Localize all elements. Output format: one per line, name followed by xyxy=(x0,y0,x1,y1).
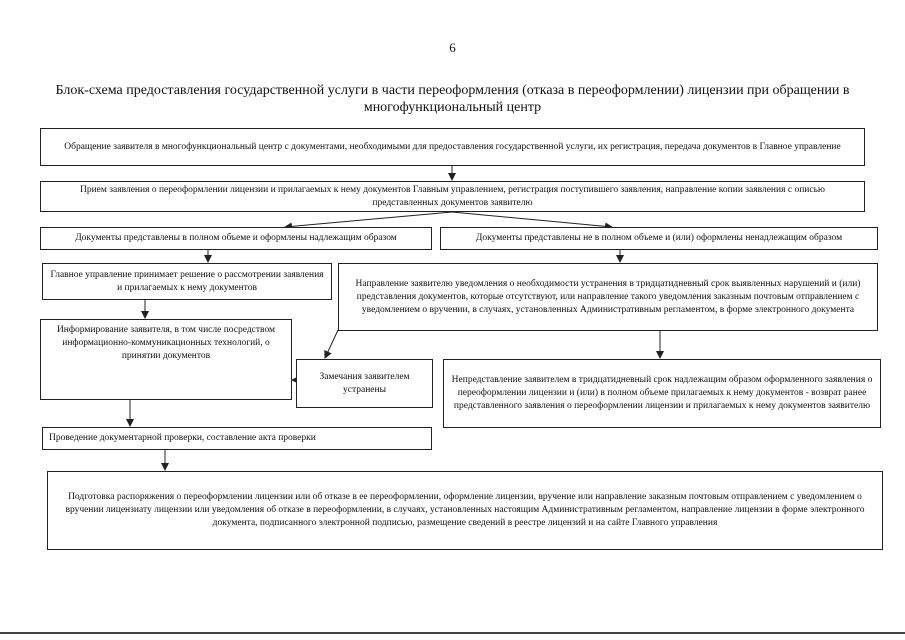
box-decision-review: Главное управление принимает решение о рассмотрении заявления и прилагаемых к нему документов xyxy=(42,263,332,300)
box-documents-incomplete: Документы представлены не в полном объеме и (или) оформлены ненадлежащим образом xyxy=(440,227,878,250)
box-order-preparation: Подготовка распоряжения о переоформлении лицензии или об отказе в ее переоформлении, оформление лицензии, вручение или направление заказным почтовым отправлением с уведомлением о вручении лицензиату лицензии или уведомления об отказе в переоформлении, в случаях, установленных настоящим Административным регламентом, направление лицензии в форме электронного документа, подписанного электронной подписью, размещение сведений в реестре лицензий и на сайте Главного управления xyxy=(47,471,883,550)
arrow-b6-b8 xyxy=(325,330,338,358)
box-notification-violations: Направление заявителю уведомления о необходимости устранения в тридцатидневный срок выявленных нарушений и (или) представления документов, которые отсутствуют, или направление такого уведомления заказным почтовым отправлением с уведомлением о вручении, в случаях, установленных Административным регламентом, в форме электронного документа xyxy=(338,263,878,331)
box-return-documents: Непредставление заявителем в тридцатидневный срок надлежащим образом оформленного заявления о переоформлении лицензии и (или) в полном объеме прилагаемых к нему документов - возврат ранее представленного заявления о переоформлении лицензии и прилагаемых к нему документов заявителю xyxy=(443,359,881,428)
box-reception-registration: Прием заявления о переоформлении лицензии и прилагаемых к нему документов Главным управлением, регистрация поступившего заявления, направление копии заявления с описью представленных документов заявителю xyxy=(40,181,865,212)
arrow-b2-b3 xyxy=(285,212,452,227)
page-title: Блок-схема предоставления государственной услуги в части переоформления (отказа в переоформлении) лицензии при обращении в многофункциональный центр xyxy=(55,83,850,115)
box-remarks-fixed: Замечания заявителем устранены xyxy=(296,359,433,408)
page-number: 6 xyxy=(449,40,456,55)
box-documents-complete: Документы представлены в полном объеме и оформлены надлежащим образом xyxy=(40,227,432,250)
box-informing-applicant: Информирование заявителя, в том числе посредством информационно-коммуникационных технологий, о принятии документов xyxy=(40,319,292,400)
arrow-b2-b4 xyxy=(452,212,612,227)
box-application-mfc: Обращение заявителя в многофункциональный центр с документами, необходимыми для предоставления государственной услуги, их регистрация, передача документов в Главное управление xyxy=(40,128,865,166)
box-documentary-check: Проведение документарной проверки, составление акта проверки xyxy=(42,427,432,450)
bottom-rule xyxy=(0,632,905,634)
